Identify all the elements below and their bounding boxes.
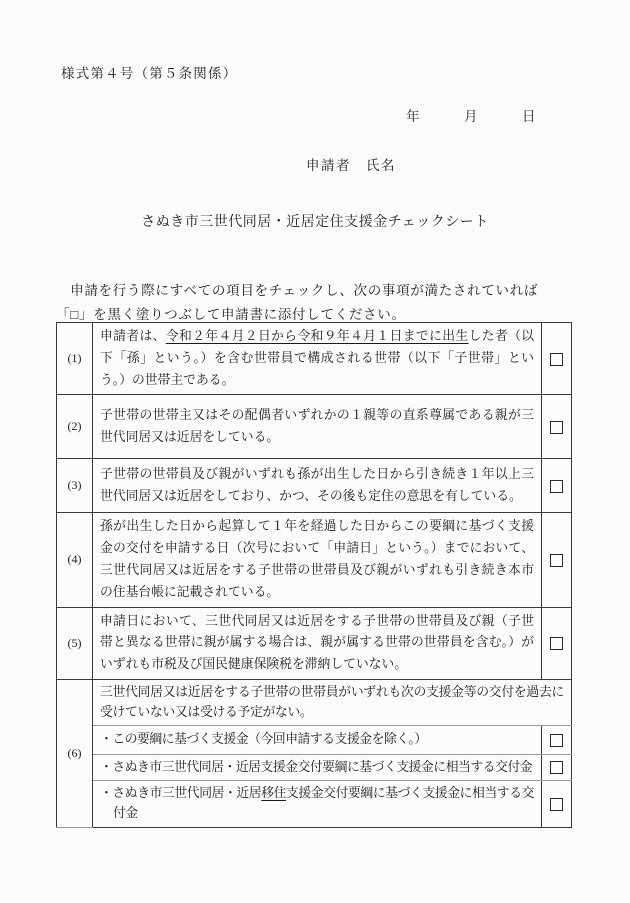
row-number-3: (3) xyxy=(57,459,93,513)
table-row-6-header xyxy=(57,679,572,725)
table-row-5 xyxy=(57,607,572,679)
table-row-6-item-1 xyxy=(57,725,572,754)
row-number-6: (6) xyxy=(57,679,93,827)
document-title: さぬき市三世代同居・近居定住支援金チェックシート xyxy=(141,215,489,230)
checkbox-icon[interactable] xyxy=(550,353,563,366)
checkbox-cell-1[interactable] xyxy=(542,323,572,395)
row-text-6-item-3 xyxy=(93,780,542,827)
table-row-3 xyxy=(57,459,572,513)
row-text-4: 孫が出生した日から起算して１年を経過した日からこの要綱に基づく支援金の交付を申請する日（次号において「申請日」という。）までにおいて、三世代同居又は近居をする子世帯の世帯員及び親がいずれも引き続き本市の住基台帳に記載されている。 xyxy=(93,513,542,607)
underlined-text: 移住 xyxy=(261,786,287,801)
checkbox-icon[interactable] xyxy=(550,421,563,434)
checkbox-cell-6-2[interactable] xyxy=(542,754,572,780)
row-text-5: 申請日において、三世代同居又は近居をする子世帯の世帯員及び親（子世帯と異なる世帯に親が属する場合は、親が属する世帯の世帯員を含む。）がいずれも市税及び国民健康保険税を滞納していない。 xyxy=(93,607,542,679)
text-segment: 申請者は、 xyxy=(100,329,166,343)
bullet-item xyxy=(100,784,534,823)
row-number-2: (2) xyxy=(57,395,93,459)
bullet-item: ・さぬき市三世代同居・近居支援金交付要綱に基づく支援金に相当する交付金 xyxy=(100,759,533,774)
row-text-6-item-1 xyxy=(93,725,542,754)
instructions-line-2: 「□」を黒く塗りつぶして申請書に添付してください。 xyxy=(56,307,406,322)
instructions-paragraph xyxy=(56,279,570,327)
text-segment: ・さぬき市三世代同居・近居 xyxy=(100,786,262,801)
checkbox-icon[interactable] xyxy=(550,734,563,747)
bullet-item: ・この要綱に基づく支援金（今回申請する支援金を除く。） xyxy=(100,732,427,747)
table-row-4 xyxy=(57,513,572,607)
instructions-line-1: 申請を行う際にすべての項目をチェックし、次の事項が満たされていれば xyxy=(56,283,539,298)
checkbox-cell-4[interactable] xyxy=(542,513,572,607)
checkbox-icon[interactable] xyxy=(550,554,563,567)
row-text-2: 子世帯の世帯主又はその配偶者いずれかの１親等の直系尊属である親が三世代同居又は近居をしている。 xyxy=(93,395,542,459)
row-number-1: (1) xyxy=(57,323,93,395)
checkbox-cell-2[interactable] xyxy=(542,395,572,459)
checkbox-icon[interactable] xyxy=(550,798,563,811)
date-line: 年 月 日 xyxy=(406,109,537,124)
form-number: 様式第４号（第５条関係） xyxy=(61,66,238,81)
table-row-2 xyxy=(57,395,572,459)
text-segment: した者（以下「孫」という。）を含む世帯員で構成される世帯（以下「子世帯」という。）の世帯主である。 xyxy=(100,329,535,387)
row-number-5: (5) xyxy=(57,607,93,679)
checkbox-icon[interactable] xyxy=(550,637,563,650)
checkbox-cell-3[interactable] xyxy=(542,459,572,513)
underlined-text: 令和２年４月２日から令和９年４月１日までに出生 xyxy=(165,329,469,343)
applicant-name-line: 申請者 氏名 xyxy=(306,158,396,173)
row-number-4: (4) xyxy=(57,513,93,607)
row-text-6-item-2 xyxy=(93,754,542,780)
checkbox-cell-6-3[interactable] xyxy=(542,780,572,827)
checkbox-icon[interactable] xyxy=(550,761,563,774)
checkbox-cell-5[interactable] xyxy=(542,607,572,679)
row-text-3: 子世帯の世帯員及び親がいずれも孫が出生した日から引き続き１年以上三世代同居又は近居をしており、かつ、その後も定住の意思を有している。 xyxy=(93,459,542,513)
checkbox-icon[interactable] xyxy=(550,480,563,493)
row-text-1 xyxy=(93,323,542,395)
table-row-1 xyxy=(57,323,572,395)
row-text-6-header: 三世代同居又は近居をする子世帯の世帯員がいずれも次の支援金等の交付を過去に受けていない又は受ける予定がない。 xyxy=(93,679,572,725)
checklist-table xyxy=(56,322,572,828)
text-segment: 支援金交付要綱に基づく支援金に相当する交付金 xyxy=(113,786,534,820)
table-row-6-item-3 xyxy=(57,780,572,827)
checkbox-cell-6-1[interactable] xyxy=(542,725,572,754)
table-row-6-item-2 xyxy=(57,754,572,780)
